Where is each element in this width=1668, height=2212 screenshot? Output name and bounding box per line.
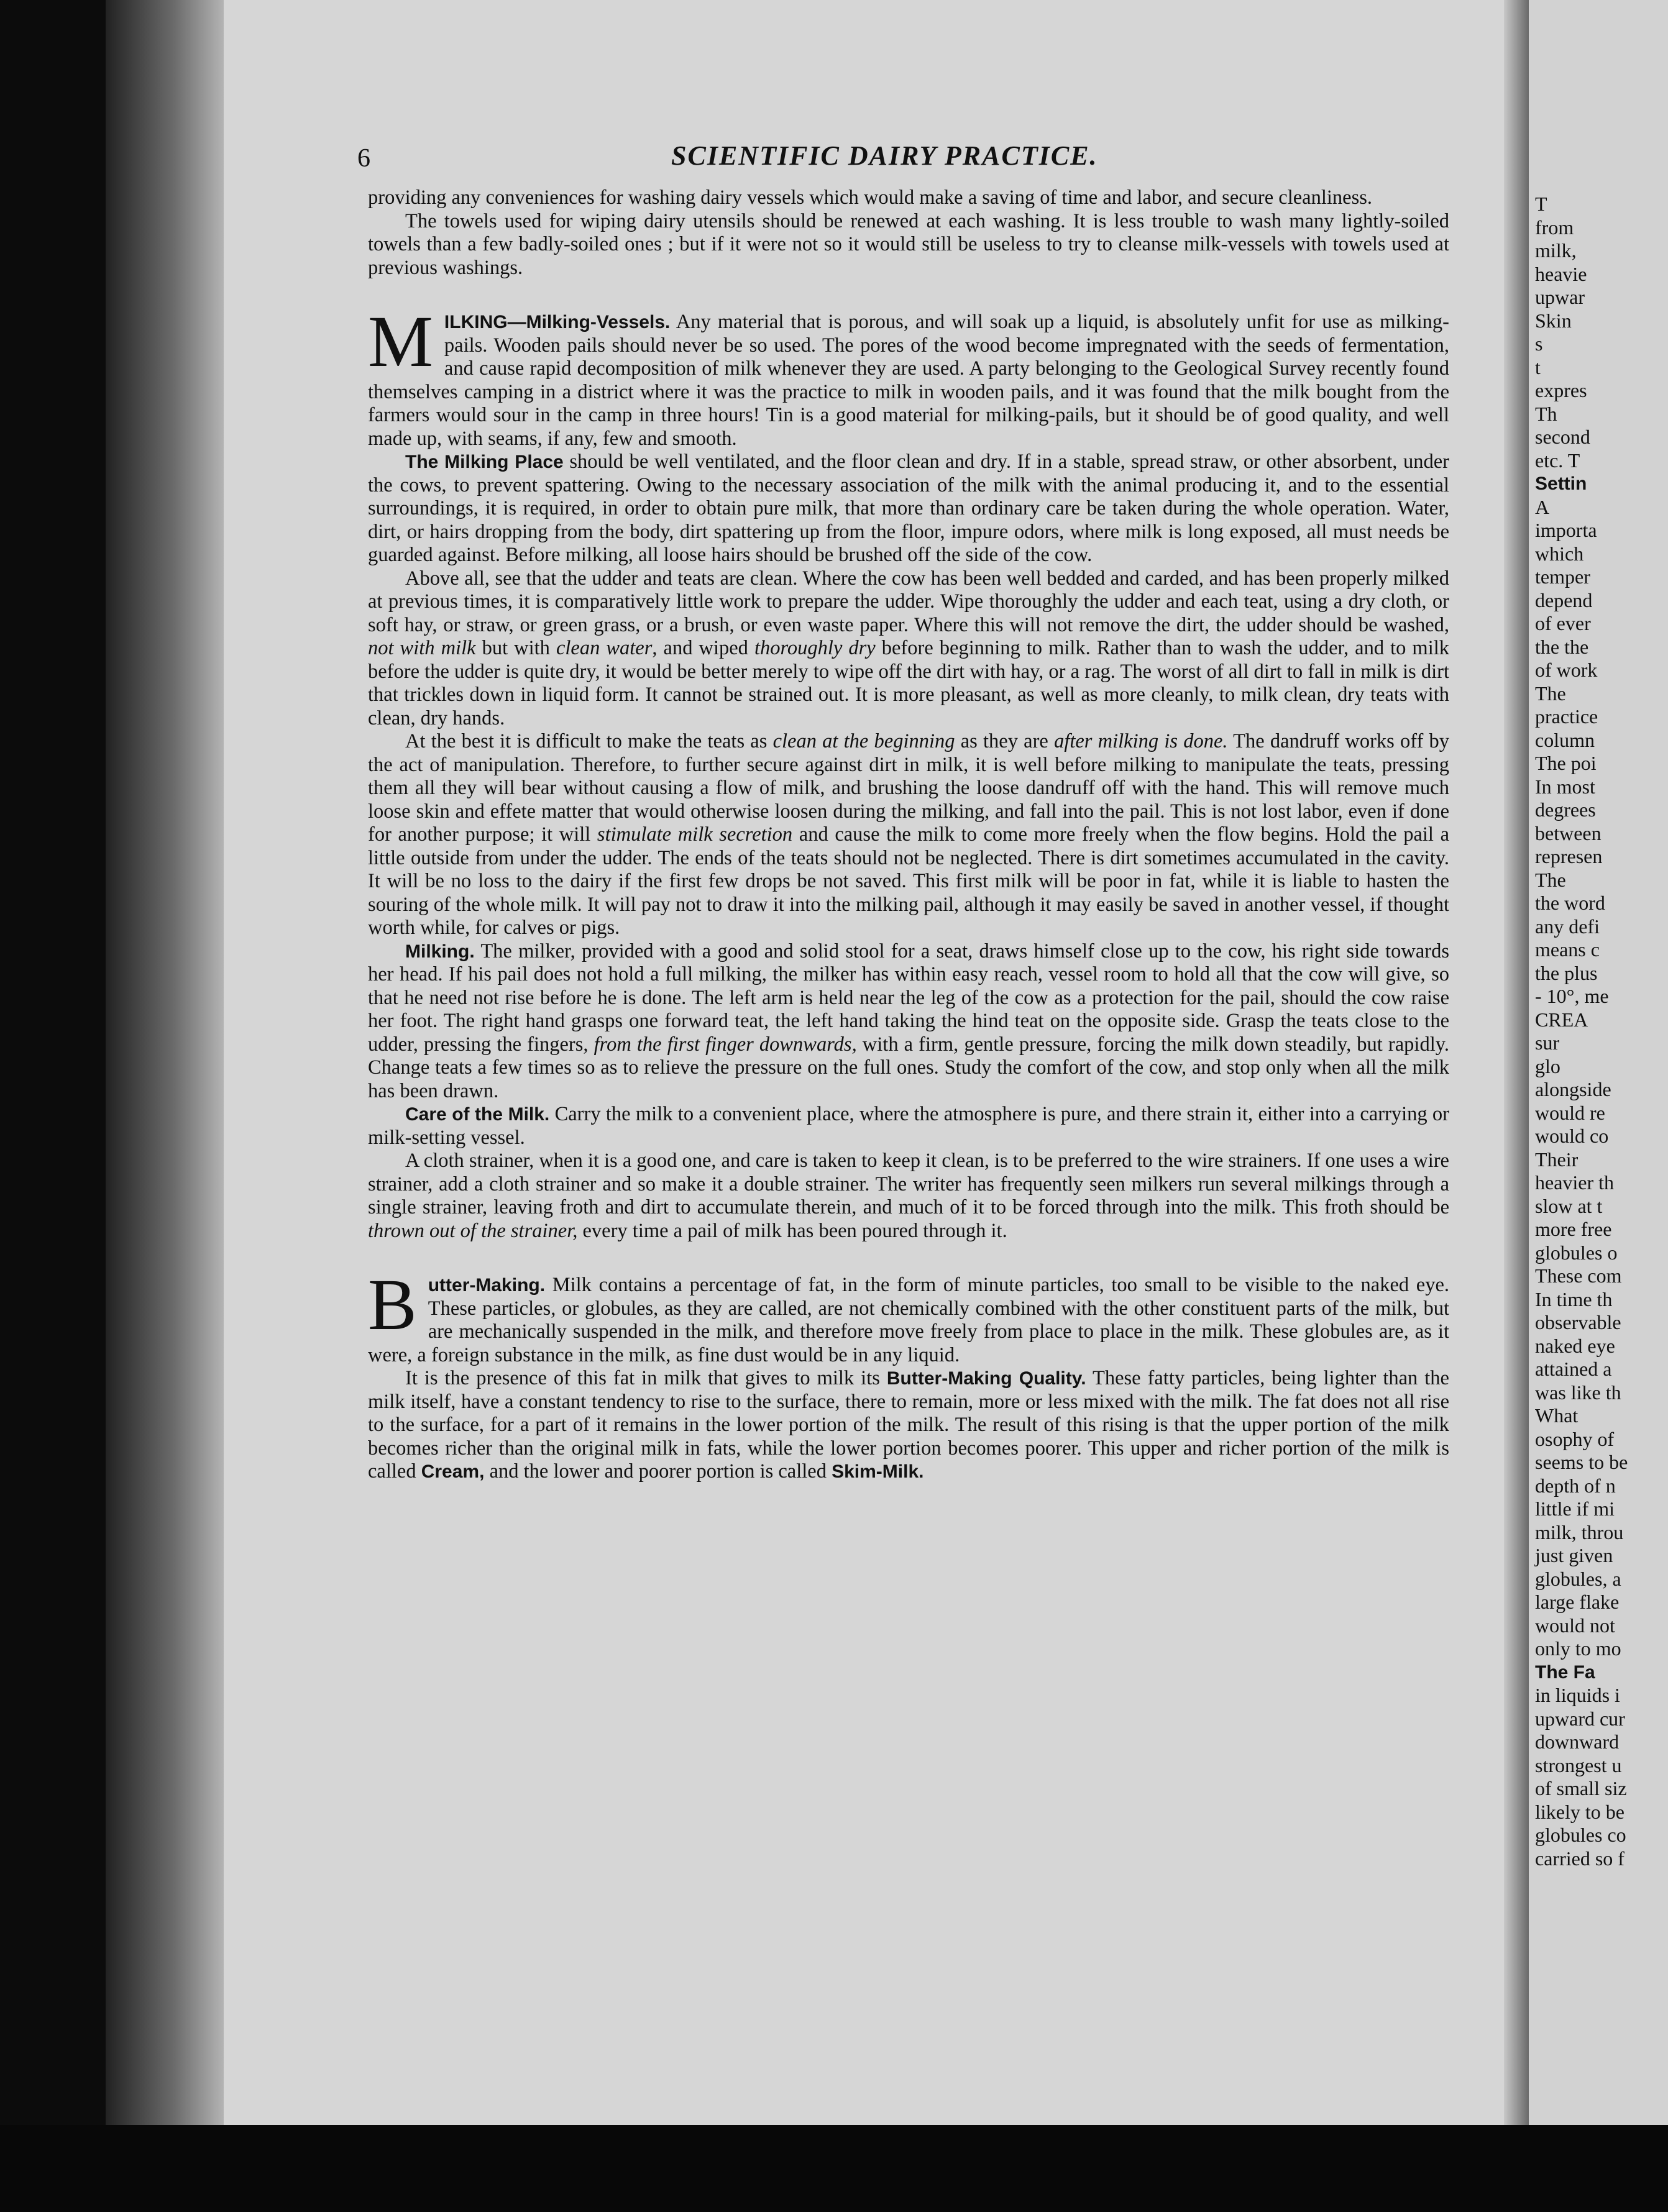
right-page-line: of small siz (1535, 1777, 1627, 1799)
right-page-line: temper (1535, 565, 1590, 588)
right-page-line: was like th (1535, 1381, 1621, 1404)
butter-dropcap: B (368, 1264, 417, 1345)
right-page-line: importa (1535, 519, 1597, 541)
right-page-line: which (1535, 542, 1584, 565)
right-page-line: the word (1535, 892, 1605, 914)
scan-bottom-border (0, 2125, 1668, 2212)
right-page-line: alongside (1535, 1078, 1611, 1100)
right-page-line: more free (1535, 1218, 1612, 1240)
right-page-line: In time th (1535, 1287, 1613, 1310)
right-page-line: sur (1535, 1031, 1560, 1054)
right-page-line: The Fa (1535, 1661, 1595, 1683)
right-page-line: globules co (1535, 1824, 1626, 1846)
butter-paragraph-2: It is the presence of this fat in milk that gives to milk its Butter-Making Quality. These fatty particles, being lighter than the milk itself, have a constant tendency to rise to the surface, there to remain, more or less mixed with the milk. The fat does not all rise to the surface, for a part of it remains in the lower portion of the milk. The result of this rising is that the upper portion of the milk becomes richer than the original milk in fats, while the lower portion becomes poorer. This upper and richer portion of the milk is called Cream, and the lower and poorer portion is called Skim-Milk. (368, 1367, 1449, 1483)
right-page-line: just given (1535, 1544, 1613, 1566)
milking-paragraph: Milking. The milker, provided with a good and solid stool for a seat, draws himself close up to the cow, his right side towards her head. If his pail does not hold a full milking, the milker has within easy reach, vessel room to hold all that the cow will give, so that he need not rise before he is done. The left arm is held near the leg of the cow as a protection for the pail, should the cow raise her foot. The right hand grasps one forward teat, the left hand taking the hind teat on the opposite side. Grasp the teats close to the udder, pressing the fingers, from the first finger downwards, with a firm, gentle pressure, forcing the milk down steadily, but rapidly. Change teats a few times so as to relieve the pressure on the full ones. Study the comfort of the cow, and stop only when all the milk has been drawn. (368, 939, 1449, 1102)
intro-paragraph-1: providing any conveniences for washing dairy vessels which would make a saving of time and labor, and secure cleanliness. (368, 186, 1373, 209)
right-page-line: observable (1535, 1311, 1621, 1333)
right-page-line: the the (1535, 635, 1589, 658)
right-page-line: upwar (1535, 286, 1585, 308)
care-paragraph: Care of the Milk. Carry the milk to a convenient place, where the atmosphere is pure, and there strain it, either into a carrying or milk-setting vessel. (368, 1103, 1450, 1149)
intro-paragraph-2: The towels used for wiping dairy utensils should be renewed at each washing. It is less trouble to wash many lightly-soiled towels than a few badly-soiled ones ; but if it were not so it would still be useless to try to cleanse milk-vessels with towels used at previous washings. (368, 209, 1449, 279)
right-page-line: from (1535, 216, 1574, 239)
right-page-line: would not (1535, 1614, 1615, 1637)
right-page-line: second (1535, 426, 1590, 448)
page-number: 6 (357, 144, 370, 173)
right-page-line: large flake (1535, 1591, 1620, 1613)
main-text (368, 186, 1449, 1484)
right-page-line: osophy of (1535, 1427, 1615, 1450)
right-page-line: milk, (1535, 239, 1577, 262)
page-edge-shadow (106, 0, 230, 2125)
right-page-line: - 10°, me (1535, 985, 1609, 1007)
right-page-text (1535, 193, 1668, 1870)
right-page-line: only to mo (1535, 1637, 1621, 1660)
right-page-line: globules o (1535, 1241, 1618, 1264)
milking-label: Milking. (405, 941, 475, 962)
right-page-line: between (1535, 821, 1602, 844)
butter-section (368, 1264, 1449, 1484)
udder-paragraph: Above all, see that the udder and teats are clean. Where the cow has been well bedded and carded, and has been properly milked at previous times, it is comparatively little work to prepare the udder. Wipe thoroughly the udder and each teat, using a dry cloth, or soft hay, or straw, or green grass, or a brush, or even waste paper. Where this will not remove the dirt, the udder should be washed, not with milk but with clean water, and wiped thoroughly dry before beginning to milk. Rather than to wash the udder, and to milk before the udder is quite dry, it would be better merely to wipe off the dirt with hay, or a rag. The worst of all dirt to fall in milk is dirt that trickles down in liquid form. It cannot be strained out. It is more pleasant, as well as more cleanly, to milk clean, dry teats with clean, dry hands. (368, 567, 1450, 729)
right-page-line: The (1535, 682, 1566, 705)
right-page-line: CREA (1535, 1008, 1588, 1031)
right-page-line: A (1535, 495, 1550, 518)
right-page-line: glo (1535, 1054, 1560, 1077)
right-page-line: downward (1535, 1730, 1620, 1753)
right-page-line: practice (1535, 705, 1598, 728)
left-page (224, 0, 1504, 2125)
right-page-line: attained a (1535, 1358, 1612, 1380)
right-page-line: milk, throu (1535, 1520, 1624, 1543)
milking-place-label: The Milking Place (405, 452, 564, 472)
page-header (224, 140, 1504, 183)
right-page-fragment (1529, 0, 1668, 2125)
right-page-line: of work (1535, 659, 1598, 681)
right-page-line: of ever (1535, 612, 1591, 634)
care-label: Care of the Milk. (405, 1104, 550, 1125)
right-page-line: seems to be (1535, 1451, 1628, 1473)
strainer-paragraph: A cloth strainer, when it is a good one, and care is taken to keep it clean, is to be preferred to the wire strainers. If one uses a wire strainer, add a cloth strainer and so make it a double strainer. The writer has frequently seen milkers run several milkings through a single strainer, leaving froth and dirt to accumulate therein, and much of it to be forced through into the milk. This froth should be thrown out of the strainer, every time a pail of milk has been poured through it. (368, 1149, 1449, 1242)
right-page-line: any defi (1535, 915, 1600, 938)
milking-heading: ILKING—Milking-Vessels. (444, 312, 671, 332)
right-page-line: globules, a (1535, 1567, 1621, 1590)
right-page-line: depth of n (1535, 1474, 1616, 1497)
butter-paragraph-1: utter-Making. Milk contains a percentage of fat, in the form of minute particles, too small to be visible to the naked eye. These particles, or globules, as they are called, are not chemically combined with the other constituent parts of the milk, but are mechanically suspended in the milk, and therefore move freely from place to place in the milk. These globules are, as it were, a foreign substance in the milk, as fine dust would be in any liquid. (368, 1274, 1449, 1366)
running-title: SCIENTIFIC DAIRY PRACTICE. (671, 140, 1098, 171)
right-page-line: carried so f (1535, 1847, 1624, 1870)
right-page-line: These com (1535, 1264, 1622, 1287)
right-page-line: s (1535, 332, 1543, 355)
right-page-line: Settin (1535, 473, 1587, 494)
right-page-line: What (1535, 1404, 1579, 1427)
right-page-line: likely to be (1535, 1800, 1624, 1823)
right-page-line: little if mi (1535, 1497, 1615, 1520)
right-page-line: naked eye (1535, 1334, 1615, 1357)
right-page-line: expres (1535, 379, 1587, 401)
right-page-line: would re (1535, 1101, 1605, 1124)
right-page-line: represen (1535, 845, 1603, 867)
teats-paragraph: At the best it is difficult to make the teats as clean at the beginning as they are after milking is done. The dandruff works off by the act of manipulation. Therefore, to further secure against dirt in milk, it is well before milking to manipulate the teats, pressing them all they will bear without causing a flow of milk, and brushing the loose dandruff off with the hand. This will remove much loose skin and effete matter that would otherwise loosen during the milking, and fall into the pail. This is not lost labor, even if done for another purpose; it will stimulate milk secretion and cause the milk to come more freely when the flow begins. Hold the pail a little outside from under the udder. The ends of the teats should not be neglected. There is dirt sometimes accumulated in the cavity. It will be no loss to the dairy if the first few drops be not saved. This first milk will be poor in fat, while it is liable to hasten the souring of the whole milk. It will pay not to draw it into the milking pail, although it may easily be saved in another vessel, if thought worth while, for calves or pigs. (368, 730, 1450, 939)
right-page-line: upward cur (1535, 1707, 1625, 1730)
milking-section (368, 301, 1450, 1243)
right-page-line: in liquids i (1535, 1684, 1620, 1706)
right-page-line: t (1535, 355, 1541, 378)
right-page-line: The poi (1535, 752, 1597, 774)
right-page-line: T (1535, 193, 1547, 215)
right-page-line: column (1535, 728, 1595, 751)
butter-heading: utter-Making. (428, 1275, 546, 1296)
right-page-line: depend (1535, 588, 1593, 611)
right-page-line: means c (1535, 938, 1600, 961)
right-page-line: degrees (1535, 798, 1596, 821)
right-page-line: Skin (1535, 309, 1572, 332)
right-page-line: Their (1535, 1148, 1579, 1171)
milking-place-paragraph: The Milking Place should be well ventilated, and the floor clean and dry. If in a stable, spread straw, or other absorbent, under the cows, to prevent spattering. Owing to the necessary association of the milk with the animal producing it, and to the essential surroundings, it is required, in order to obtain pure milk, that more than ordinary care be taken during the whole operation. Water, dirt, or hairs dropping from the body, dirt spattering up from the floor, impure odors, where milk is long exposed, all must needs be guarded against. Before milking, all loose hairs should be brushed off the side of the cow. (368, 450, 1450, 566)
right-page-line: In most (1535, 775, 1595, 798)
right-page-line: heavie (1535, 262, 1587, 285)
right-page-line: slow at t (1535, 1194, 1603, 1217)
right-page-line: strongest u (1535, 1753, 1622, 1776)
right-page-line: Th (1535, 402, 1557, 425)
right-page-line: heavier th (1535, 1171, 1615, 1194)
milking-dropcap: M (368, 301, 433, 382)
right-page-line: The (1535, 868, 1566, 891)
right-page-line: etc. T (1535, 449, 1580, 472)
milking-vessels-paragraph: ILKING—Milking-Vessels. Any material that is porous, and will soak up a liquid, is absolutely unfit for use as milking-pails. Wooden pails should never be so used. The pores of the wood become impregnated with the seeds of fermentation, and cause rapid decomposition of milk whenever they are used. A party belonging to the Geological Survey recently found themselves camping in a district where it was the practice to milk in wooden pails, and it was found that the milk bought from the farmers would sour in the camp in three hours! Tin is a good material for milking-pails, but it should be of good quality, and well made up, with seams, if any, few and smooth. (368, 311, 1449, 450)
right-page-line: the plus (1535, 961, 1598, 984)
right-page-line: would co (1535, 1125, 1609, 1147)
